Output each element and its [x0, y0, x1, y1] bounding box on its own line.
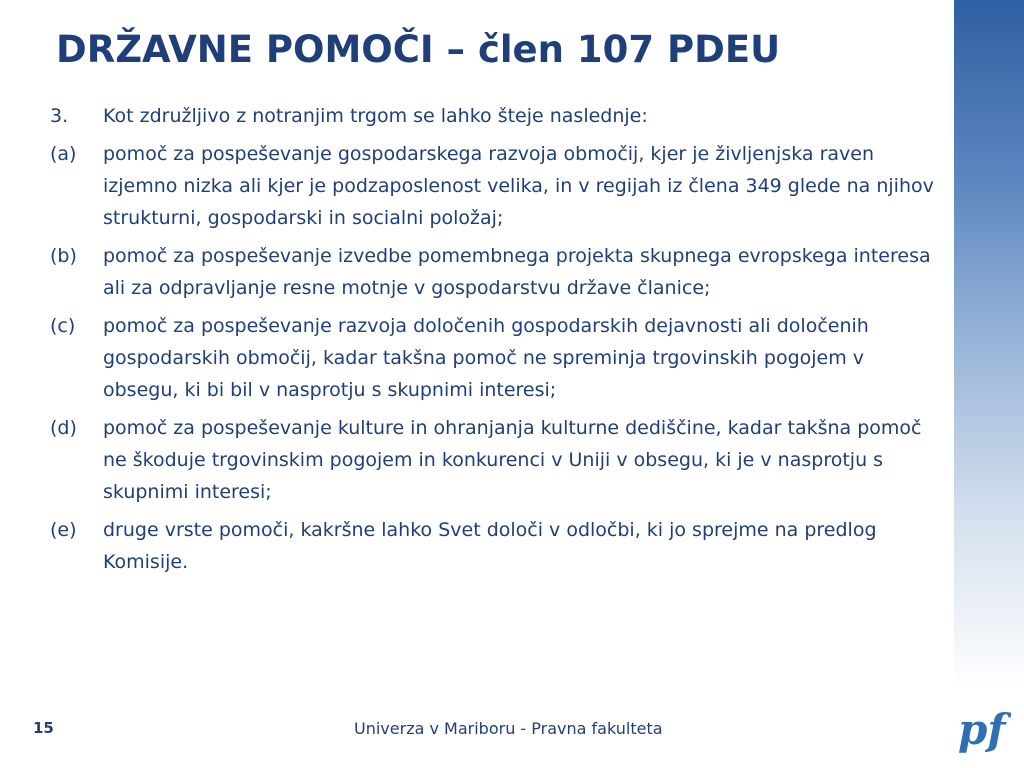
faculty-logo-icon: [955, 702, 1011, 758]
list-item-text: Kot združljivo z notranjim trgom se lahko šteje naslednje:: [103, 105, 648, 127]
list-item: [50, 240, 940, 304]
list-item: [50, 100, 940, 132]
list-item-text: pomoč za pospeševanje kulture in ohranjanja kulturne dediščine, kadar takšna pomoč ne škoduje trgovinskim pogojem in konkurenci v Uniji v obsegu, ki je v nasprotju s skupnimi interesi;: [103, 417, 922, 503]
list-item-number: 3.: [50, 105, 69, 127]
slide-content: [50, 100, 940, 584]
list-item-text: druge vrste pomoči, kakršne lahko Svet določi v odločbi, ki jo sprejme na predlog Komisije.: [103, 519, 877, 573]
list-item: [50, 310, 940, 406]
page-number: 15: [33, 719, 54, 737]
list-item: [50, 138, 940, 234]
list-item-number: (b): [50, 245, 77, 267]
logo-text: pf: [958, 705, 1006, 754]
list-item-number: (d): [50, 417, 77, 439]
slide-title: DRŽAVNE POMOČI – člen 107 PDEU: [56, 28, 781, 71]
list-item-text: pomoč za pospeševanje izvedbe pomembnega projekta skupnega evropskega interesa ali za odpravljanje resne motnje v gospodarstvu države članice;: [103, 245, 931, 299]
list-item-text: pomoč za pospeševanje gospodarskega razvoja območij, kjer je življenjska raven izjemno nizka ali kjer je podzaposlenost velika, in v regijah iz člena 349 glede na njihov strukturni, gospodarski in socialni položaj;: [103, 143, 934, 229]
footer-institution: Univerza v Mariboru - Pravna fakulteta: [354, 719, 663, 738]
list-item-number: (a): [50, 143, 77, 165]
list-item-number: (e): [50, 519, 77, 541]
list-item: [50, 514, 940, 578]
list-item-text: pomoč za pospeševanje razvoja določenih gospodarskih dejavnosti ali določenih gospodarskih območij, kadar takšna pomoč ne spreminja trgovinskih pogojem v obsegu, ki bi bil v nasprotju s skupnimi interesi;: [103, 315, 869, 401]
list-item: [50, 412, 940, 508]
list-item-number: (c): [50, 315, 76, 337]
decorative-sidebar: [954, 0, 1024, 692]
